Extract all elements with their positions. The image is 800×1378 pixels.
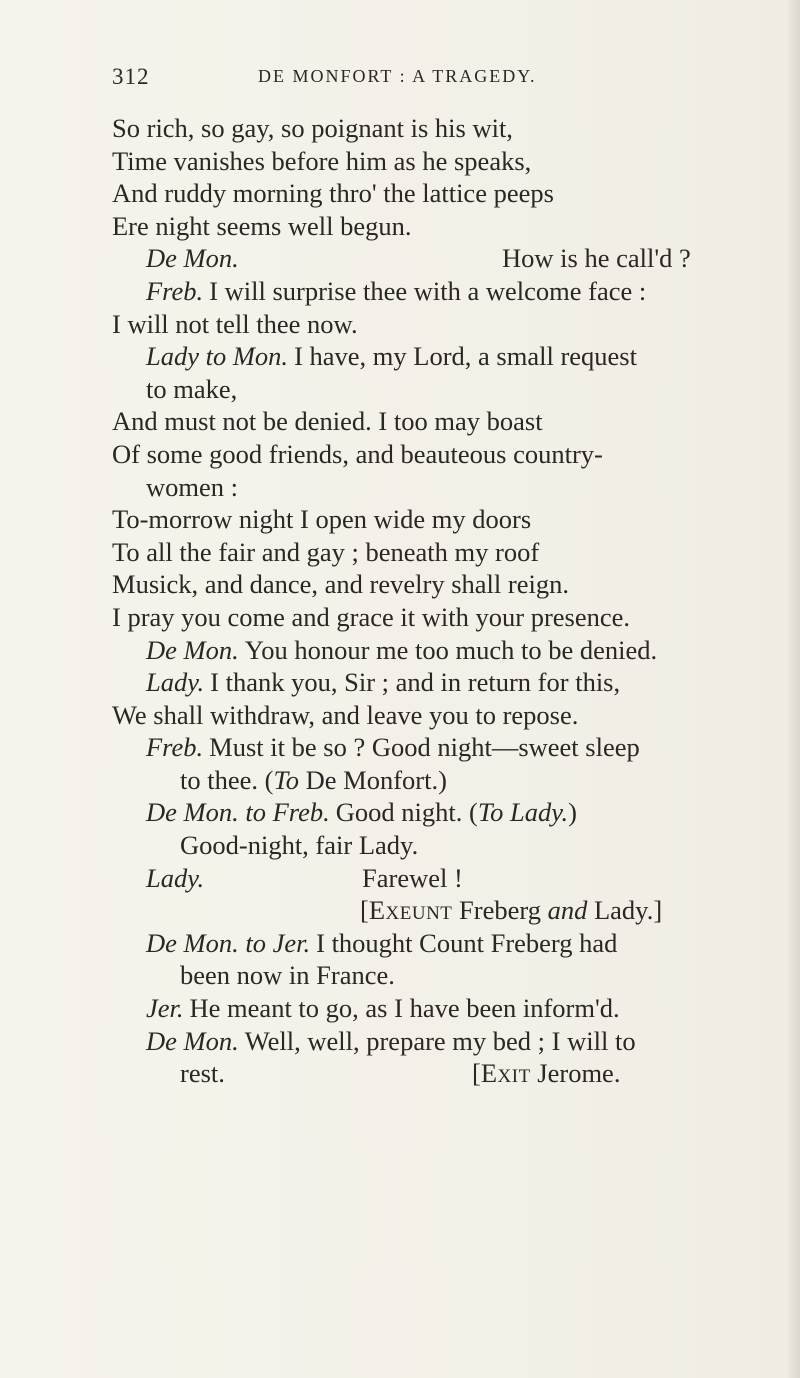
bracket: [ — [360, 895, 369, 926]
dialogue-line — [112, 764, 792, 797]
dialogue-line — [112, 242, 792, 275]
stage-direction: To — [273, 764, 300, 795]
dialogue-line — [112, 992, 792, 1025]
dialogue-line — [112, 275, 792, 308]
direction-text: Freberg — [452, 895, 548, 926]
dialogue-text: He meant to go, as I have been inform'd. — [189, 993, 620, 1024]
verse-line: women : — [146, 471, 238, 502]
verse-line: We shall withdraw, and leave you to repose. — [112, 699, 579, 730]
dialogue-text: Well, well, prepare my bed ; I will to — [244, 1025, 636, 1056]
speaker-name: Lady. — [146, 862, 205, 893]
speaker-name: Freb. — [146, 732, 204, 763]
direction-text: Lady.] — [587, 895, 663, 926]
verse-line: Time vanishes before him as he speaks, — [112, 145, 532, 176]
verse-line: Musick, and dance, and revelry shall reign. — [112, 569, 569, 600]
verse-line: Good-night, fair Lady. — [180, 830, 419, 861]
verse-line: been now in France. — [180, 960, 395, 991]
verse-line: And must not be denied. I too may boast — [112, 406, 543, 437]
direction-conjunction: and — [547, 895, 588, 926]
page-number: 312 — [112, 64, 150, 89]
stage-direction: To Lady. — [477, 797, 569, 828]
dialogue-text: I have, my Lord, a small request — [294, 341, 637, 372]
stage-direction — [472, 1057, 620, 1090]
speaker-name: De Mon. — [146, 1025, 239, 1056]
verse-line: Of some good friends, and beauteous country- — [112, 438, 603, 469]
dialogue-text: I thought Count Freberg had — [316, 927, 618, 958]
dialogue-text: I will surprise thee with a welcome face : — [209, 275, 647, 306]
speaker-name: Lady. — [146, 667, 205, 698]
speaker-name: De Mon. to Freb. — [146, 797, 330, 828]
dialogue-line — [112, 634, 792, 667]
stage-direction-line — [112, 894, 792, 927]
dialogue-line — [112, 731, 792, 764]
dialogue-line — [112, 1057, 792, 1090]
dialogue-line — [112, 796, 792, 829]
dialogue-text: ) — [568, 797, 577, 828]
direction-text: Jerome. — [530, 1058, 621, 1089]
bracket: [ — [472, 1058, 481, 1089]
running-title: DE MONFORT : A TRAGEDY. — [258, 66, 537, 86]
dialogue-text: Farewel ! — [362, 862, 463, 893]
exit-label: Exit — [480, 1058, 531, 1089]
running-header — [112, 64, 712, 94]
stage-direction — [360, 894, 662, 927]
speaker-name: Lady to Mon. — [146, 341, 289, 372]
dialogue-text: rest. — [180, 1058, 225, 1089]
dialogue-line — [112, 927, 792, 960]
exeunt-label: Exeunt — [368, 895, 453, 926]
verse-line: So rich, so gay, so poignant is his wit, — [112, 113, 513, 143]
speaker-name: De Mon. to Jer. — [146, 927, 311, 958]
verse-line: And ruddy morning thro' the lattice peeps — [112, 178, 554, 209]
speaker-name: De Mon. — [146, 634, 239, 665]
speaker-name: De Mon. — [146, 243, 239, 274]
dialogue-line — [112, 862, 792, 895]
dialogue-text: to thee. ( — [180, 764, 274, 795]
verse-line: I pray you come and grace it with your presence. — [112, 601, 631, 632]
speaker-name: Freb. — [146, 275, 204, 306]
dialogue-text: I thank you, Sir ; and in return for this, — [210, 667, 621, 698]
dialogue-text: De Monfort.) — [299, 764, 447, 795]
verse-line: Ere night seems well begun. — [112, 210, 412, 241]
dialogue-line — [112, 666, 792, 699]
verse-line: I will not tell thee now. — [112, 308, 358, 339]
verse-line: to make, — [146, 373, 238, 404]
dialogue-line — [112, 340, 792, 373]
dialogue-text: How is he call'd ? — [502, 243, 691, 274]
dialogue-text: Good night. ( — [335, 797, 478, 828]
play-text — [112, 112, 792, 1090]
speaker-name: Jer. — [146, 993, 184, 1024]
verse-line: To-morrow night I open wide my doors — [112, 504, 532, 535]
dialogue-line — [112, 1025, 792, 1058]
dialogue-text: Must it be so ? Good night—sweet sleep — [209, 732, 640, 763]
dialogue-text: You honour me too much to be denied. — [244, 634, 658, 665]
verse-line: To all the fair and gay ; beneath my roof — [112, 536, 540, 567]
